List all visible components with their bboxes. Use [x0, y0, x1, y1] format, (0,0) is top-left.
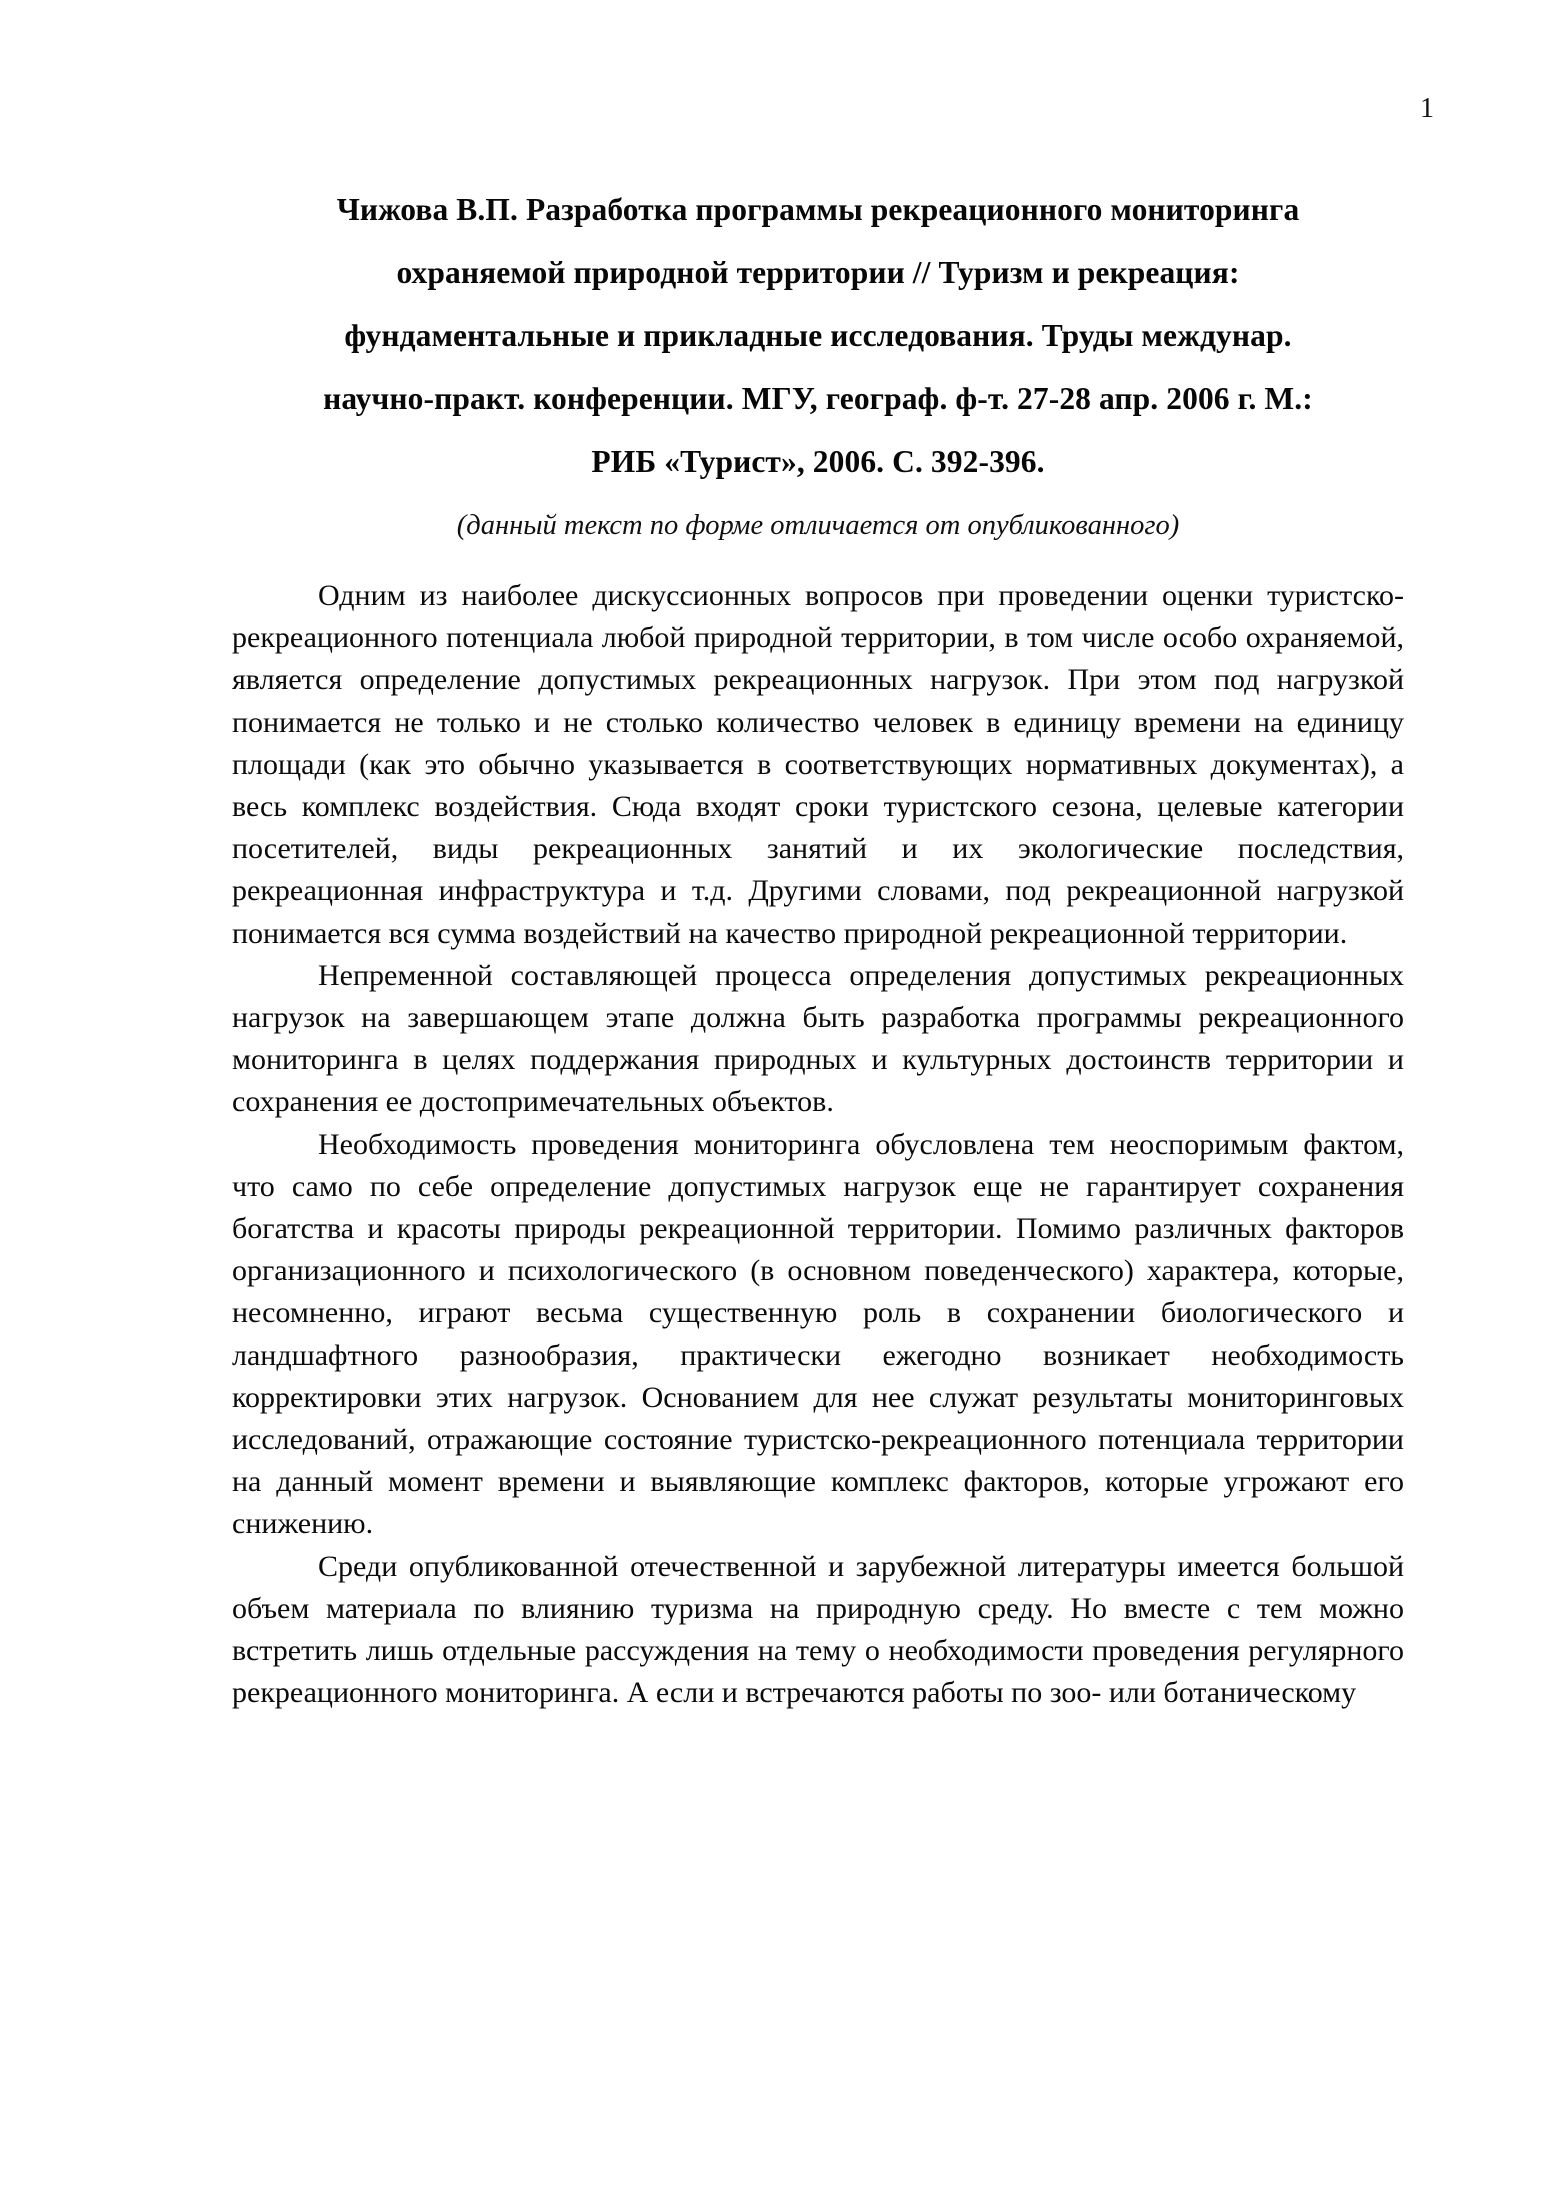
page-title: [232, 178, 1404, 493]
document-content: [232, 178, 1404, 1714]
title-line-4: научно-практ. конференции. МГУ, географ. ф-т. 27-28 апр. 2006 г. М.:: [323, 381, 1313, 416]
body-paragraph: Необходимость проведения мониторинга обусловлена тем неоспоримым фактом, что само по себе определение допустимых нагрузок еще не гарантирует сохранения богатства и красоты природы рекреационной территории. Помимо различных факторов организационного и психологического (в основном поведенческого) характера, которые, несомненно, играют весьма существенную роль в сохранении биологического и ландшафтного разнообразия, практически ежегодно возникает необходимость корректировки этих нагрузок. Основанием для нее служат результаты мониторинговых исследований, отражающие состояние туристско-рекреационного потенциала территории на данный момент времени и выявляющие комплекс факторов, которые угрожают его снижению.: [232, 1127, 1404, 1541]
body-paragraph: Среди опубликованной отечественной и зарубежной литературы имеется большой объем материала по влиянию туризма на природную среду. Но вместе с тем можно встретить лишь отдельные рассуждения на тему о необходимости проведения регулярного рекреационного мониторинга. А если и встречаются работы по зоо- или ботаническому: [232, 1549, 1404, 1710]
title-line-1: Чижова В.П. Разработка программы рекреационного мониторинга: [336, 192, 1300, 227]
subtitle-note: (данный текст по форме отличается от опубликованного): [456, 510, 1180, 541]
title-line-5: РИБ «Турист», 2006. С. 392-396.: [591, 444, 1045, 479]
body-paragraph: Непременной составляющей процесса определения допустимых рекреационных нагрузок на завершающем этапе должна быть разработка программы рекреационного мониторинга в целях поддержания природных и культурных достоинств территории и сохранения ее достопримечательных объектов.: [232, 958, 1404, 1119]
title-line-3: фундаментальные и прикладные исследования. Труды междунар.: [344, 318, 1292, 353]
page-number: 1: [1420, 93, 1434, 124]
title-line-2: охраняемой природной территории // Туризм и рекреация:: [396, 255, 1240, 290]
body-paragraph: Одним из наиболее дискуссионных вопросов при проведении оценки туристско-рекреационного потенциала любой природной территории, в том числе особо охраняемой, является определение допустимых рекреационных нагрузок. При этом под нагрузкой понимается не только и не столько количество человек в единицу времени на единицу площади (как это обычно указывается в соответствующих нормативных документах), а весь комплекс воздействия. Сюда входят сроки туристского сезона, целевые категории посетителей, виды рекреационных занятий и их экологические последствия, рекреационная инфраструктура и т.д. Другими словами, под рекреационной нагрузкой понимается вся сумма воздействий на качество природной рекреационной территории.: [232, 579, 1404, 950]
